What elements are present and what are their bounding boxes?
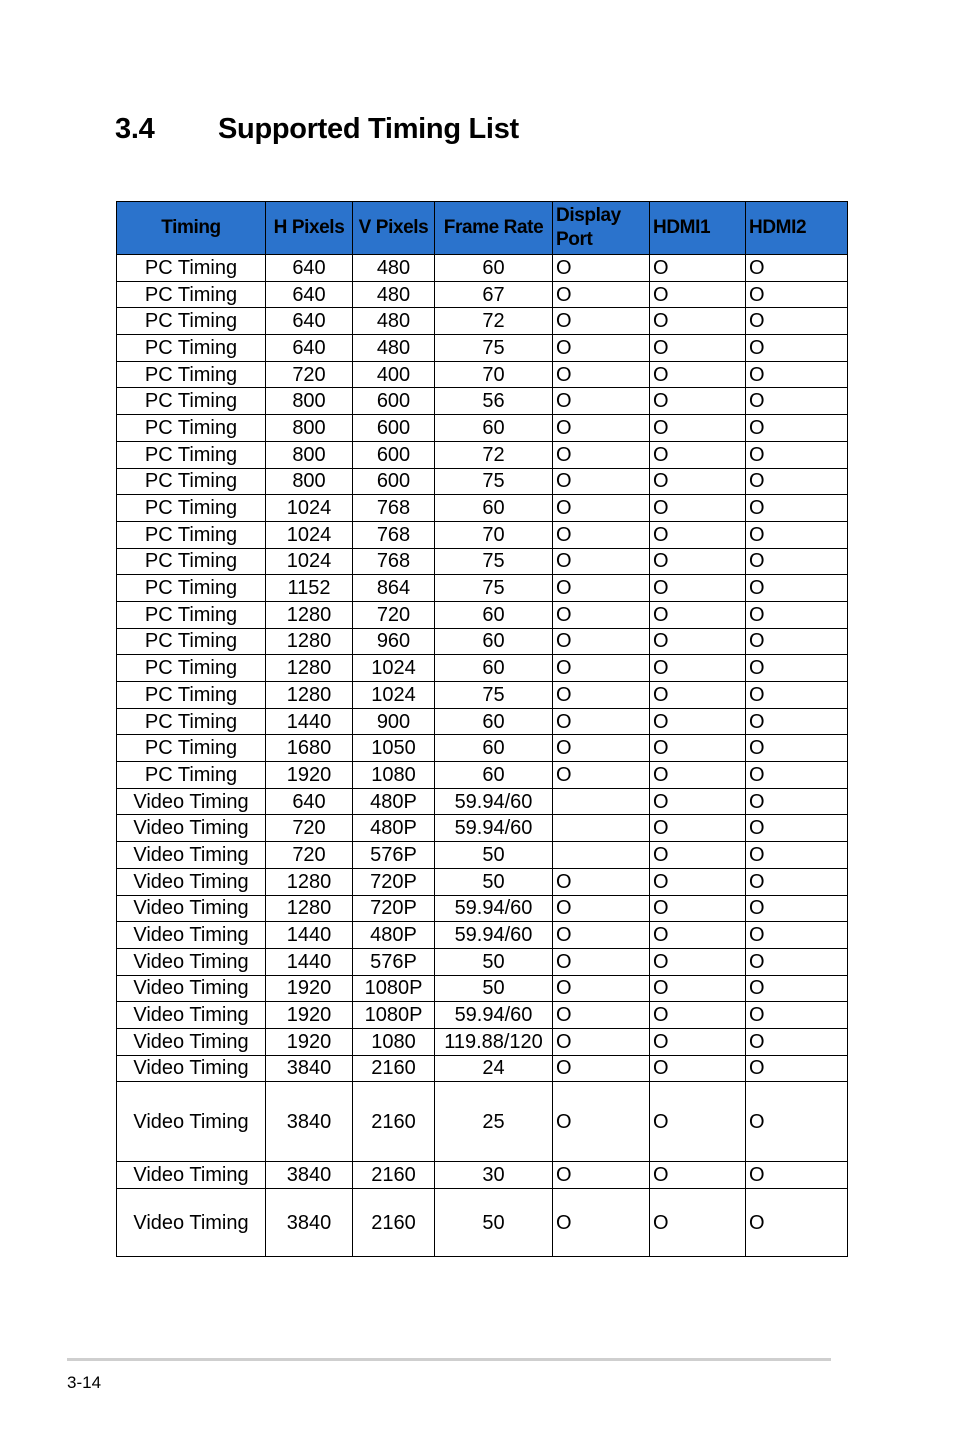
cell-v-pixels: 480P <box>353 922 435 949</box>
cell-frame-rate: 60 <box>435 628 553 655</box>
cell-hdmi2: O <box>746 628 848 655</box>
table-row <box>117 601 848 628</box>
table-row <box>117 735 848 762</box>
cell-hdmi2: O <box>746 361 848 388</box>
cell-hdmi1: O <box>650 575 746 602</box>
cell-hdmi2: O <box>746 495 848 522</box>
header-timing: Timing <box>117 202 266 255</box>
cell-timing: PC Timing <box>117 682 266 709</box>
table-row <box>117 281 848 308</box>
timing-table <box>116 201 848 1257</box>
cell-v-pixels: 600 <box>353 468 435 495</box>
table-body <box>117 255 848 1257</box>
cell-display-port <box>553 815 650 842</box>
cell-frame-rate: 75 <box>435 335 553 362</box>
cell-h-pixels: 800 <box>266 415 353 442</box>
cell-hdmi1: O <box>650 762 746 789</box>
cell-frame-rate: 60 <box>435 762 553 789</box>
cell-v-pixels: 576P <box>353 842 435 869</box>
cell-timing: PC Timing <box>117 361 266 388</box>
cell-frame-rate: 59.94/60 <box>435 1002 553 1029</box>
cell-display-port: O <box>553 415 650 442</box>
cell-hdmi2: O <box>746 708 848 735</box>
cell-v-pixels: 1024 <box>353 682 435 709</box>
cell-hdmi1: O <box>650 495 746 522</box>
cell-hdmi2: O <box>746 335 848 362</box>
header-v-pixels: V Pixels <box>353 202 435 255</box>
cell-hdmi1: O <box>650 1002 746 1029</box>
cell-hdmi2: O <box>746 1002 848 1029</box>
cell-timing: Video Timing <box>117 922 266 949</box>
cell-h-pixels: 1024 <box>266 548 353 575</box>
cell-frame-rate: 59.94/60 <box>435 788 553 815</box>
cell-h-pixels: 1280 <box>266 655 353 682</box>
table-row <box>117 1002 848 1029</box>
cell-h-pixels: 1152 <box>266 575 353 602</box>
cell-hdmi1: O <box>650 388 746 415</box>
cell-frame-rate: 50 <box>435 842 553 869</box>
cell-hdmi1: O <box>650 308 746 335</box>
cell-display-port: O <box>553 495 650 522</box>
cell-h-pixels: 800 <box>266 468 353 495</box>
table-row <box>117 842 848 869</box>
cell-hdmi2: O <box>746 788 848 815</box>
cell-frame-rate: 75 <box>435 682 553 709</box>
cell-frame-rate: 50 <box>435 868 553 895</box>
cell-hdmi1: O <box>650 1162 746 1189</box>
cell-timing: PC Timing <box>117 735 266 762</box>
cell-timing: PC Timing <box>117 655 266 682</box>
header-hdmi1: HDMI1 <box>650 202 746 255</box>
cell-hdmi1: O <box>650 735 746 762</box>
cell-frame-rate: 56 <box>435 388 553 415</box>
cell-display-port: O <box>553 975 650 1002</box>
cell-frame-rate: 59.94/60 <box>435 895 553 922</box>
cell-v-pixels: 600 <box>353 415 435 442</box>
cell-display-port <box>553 842 650 869</box>
cell-hdmi1: O <box>650 1055 746 1082</box>
cell-display-port: O <box>553 521 650 548</box>
cell-timing: Video Timing <box>117 1028 266 1055</box>
cell-frame-rate: 75 <box>435 468 553 495</box>
cell-timing: PC Timing <box>117 441 266 468</box>
cell-timing: Video Timing <box>117 868 266 895</box>
cell-timing: Video Timing <box>117 1189 266 1257</box>
cell-display-port: O <box>553 468 650 495</box>
cell-frame-rate: 70 <box>435 361 553 388</box>
table-row <box>117 815 848 842</box>
cell-hdmi2: O <box>746 1082 848 1162</box>
cell-v-pixels: 480P <box>353 788 435 815</box>
header-frame-rate: Frame Rate <box>435 202 553 255</box>
cell-hdmi1: O <box>650 815 746 842</box>
cell-timing: PC Timing <box>117 628 266 655</box>
cell-hdmi1: O <box>650 548 746 575</box>
cell-hdmi1: O <box>650 868 746 895</box>
table-row <box>117 788 848 815</box>
cell-frame-rate: 67 <box>435 281 553 308</box>
cell-v-pixels: 480 <box>353 255 435 282</box>
cell-hdmi1: O <box>650 468 746 495</box>
cell-h-pixels: 720 <box>266 842 353 869</box>
cell-hdmi2: O <box>746 922 848 949</box>
cell-v-pixels: 720P <box>353 868 435 895</box>
cell-display-port: O <box>553 1162 650 1189</box>
header-h-pixels: H Pixels <box>266 202 353 255</box>
cell-hdmi1: O <box>650 655 746 682</box>
cell-display-port: O <box>553 682 650 709</box>
cell-hdmi1: O <box>650 521 746 548</box>
cell-hdmi1: O <box>650 255 746 282</box>
cell-frame-rate: 60 <box>435 415 553 442</box>
cell-h-pixels: 720 <box>266 361 353 388</box>
cell-display-port: O <box>553 655 650 682</box>
cell-v-pixels: 480 <box>353 308 435 335</box>
cell-display-port: O <box>553 922 650 949</box>
cell-timing: PC Timing <box>117 762 266 789</box>
cell-timing: Video Timing <box>117 975 266 1002</box>
cell-hdmi2: O <box>746 948 848 975</box>
cell-hdmi2: O <box>746 601 848 628</box>
cell-v-pixels: 600 <box>353 388 435 415</box>
table-row <box>117 255 848 282</box>
table-row <box>117 975 848 1002</box>
table-row <box>117 655 848 682</box>
cell-hdmi2: O <box>746 868 848 895</box>
cell-timing: PC Timing <box>117 415 266 442</box>
cell-frame-rate: 72 <box>435 441 553 468</box>
cell-timing: PC Timing <box>117 255 266 282</box>
cell-display-port: O <box>553 762 650 789</box>
cell-hdmi2: O <box>746 415 848 442</box>
cell-hdmi2: O <box>746 575 848 602</box>
cell-hdmi2: O <box>746 895 848 922</box>
cell-hdmi1: O <box>650 601 746 628</box>
table-row <box>117 1028 848 1055</box>
cell-v-pixels: 1080P <box>353 975 435 1002</box>
cell-hdmi1: O <box>650 788 746 815</box>
cell-timing: PC Timing <box>117 495 266 522</box>
cell-v-pixels: 480 <box>353 281 435 308</box>
cell-timing: PC Timing <box>117 335 266 362</box>
table-row <box>117 1055 848 1082</box>
cell-h-pixels: 1920 <box>266 975 353 1002</box>
cell-v-pixels: 720 <box>353 601 435 628</box>
cell-display-port: O <box>553 1082 650 1162</box>
cell-hdmi2: O <box>746 842 848 869</box>
cell-display-port: O <box>553 281 650 308</box>
cell-h-pixels: 1440 <box>266 948 353 975</box>
cell-timing: PC Timing <box>117 601 266 628</box>
cell-frame-rate: 72 <box>435 308 553 335</box>
cell-hdmi1: O <box>650 361 746 388</box>
cell-hdmi2: O <box>746 1028 848 1055</box>
cell-hdmi2: O <box>746 308 848 335</box>
cell-v-pixels: 768 <box>353 495 435 522</box>
table-row <box>117 388 848 415</box>
cell-display-port: O <box>553 601 650 628</box>
table-row <box>117 575 848 602</box>
cell-frame-rate: 50 <box>435 948 553 975</box>
cell-frame-rate: 60 <box>435 601 553 628</box>
cell-h-pixels: 1280 <box>266 868 353 895</box>
cell-timing: PC Timing <box>117 308 266 335</box>
cell-hdmi1: O <box>650 922 746 949</box>
cell-display-port: O <box>553 575 650 602</box>
cell-display-port: O <box>553 1055 650 1082</box>
cell-h-pixels: 1920 <box>266 762 353 789</box>
cell-frame-rate: 50 <box>435 975 553 1002</box>
cell-hdmi1: O <box>650 682 746 709</box>
cell-timing: PC Timing <box>117 708 266 735</box>
table-row <box>117 548 848 575</box>
table-row <box>117 762 848 789</box>
cell-hdmi1: O <box>650 415 746 442</box>
cell-hdmi2: O <box>746 521 848 548</box>
cell-h-pixels: 1680 <box>266 735 353 762</box>
header-hdmi2: HDMI2 <box>746 202 848 255</box>
cell-hdmi1: O <box>650 842 746 869</box>
cell-frame-rate: 75 <box>435 548 553 575</box>
cell-frame-rate: 60 <box>435 255 553 282</box>
cell-frame-rate: 59.94/60 <box>435 815 553 842</box>
table-row <box>117 1189 848 1257</box>
table-row <box>117 922 848 949</box>
cell-frame-rate: 60 <box>435 708 553 735</box>
cell-display-port: O <box>553 1002 650 1029</box>
cell-frame-rate: 60 <box>435 495 553 522</box>
cell-h-pixels: 1440 <box>266 708 353 735</box>
cell-h-pixels: 3840 <box>266 1162 353 1189</box>
cell-frame-rate: 70 <box>435 521 553 548</box>
cell-h-pixels: 800 <box>266 441 353 468</box>
cell-timing: Video Timing <box>117 895 266 922</box>
cell-timing: PC Timing <box>117 281 266 308</box>
cell-frame-rate: 75 <box>435 575 553 602</box>
cell-v-pixels: 1080 <box>353 762 435 789</box>
table-row <box>117 495 848 522</box>
cell-hdmi1: O <box>650 441 746 468</box>
cell-display-port: O <box>553 441 650 468</box>
cell-hdmi1: O <box>650 895 746 922</box>
cell-v-pixels: 480P <box>353 815 435 842</box>
table-row <box>117 628 848 655</box>
cell-timing: PC Timing <box>117 575 266 602</box>
cell-h-pixels: 640 <box>266 255 353 282</box>
cell-display-port: O <box>553 948 650 975</box>
cell-hdmi2: O <box>746 1055 848 1082</box>
cell-hdmi2: O <box>746 1162 848 1189</box>
cell-v-pixels: 2160 <box>353 1055 435 1082</box>
cell-h-pixels: 1280 <box>266 601 353 628</box>
cell-h-pixels: 640 <box>266 788 353 815</box>
cell-hdmi2: O <box>746 975 848 1002</box>
cell-h-pixels: 3840 <box>266 1082 353 1162</box>
cell-display-port: O <box>553 708 650 735</box>
cell-hdmi1: O <box>650 628 746 655</box>
cell-hdmi2: O <box>746 255 848 282</box>
table-row <box>117 1082 848 1162</box>
cell-hdmi2: O <box>746 281 848 308</box>
cell-h-pixels: 640 <box>266 281 353 308</box>
cell-v-pixels: 768 <box>353 521 435 548</box>
section-title: Supported Timing List <box>218 113 519 145</box>
cell-h-pixels: 1280 <box>266 682 353 709</box>
cell-timing: Video Timing <box>117 1082 266 1162</box>
table-header-row <box>117 202 848 255</box>
cell-frame-rate: 30 <box>435 1162 553 1189</box>
cell-hdmi1: O <box>650 1028 746 1055</box>
cell-v-pixels: 768 <box>353 548 435 575</box>
cell-hdmi1: O <box>650 975 746 1002</box>
cell-v-pixels: 900 <box>353 708 435 735</box>
cell-v-pixels: 480 <box>353 335 435 362</box>
cell-timing: PC Timing <box>117 521 266 548</box>
cell-display-port: O <box>553 335 650 362</box>
cell-frame-rate: 119.88/120 <box>435 1028 553 1055</box>
cell-h-pixels: 800 <box>266 388 353 415</box>
cell-display-port <box>553 788 650 815</box>
cell-frame-rate: 60 <box>435 655 553 682</box>
cell-hdmi1: O <box>650 948 746 975</box>
cell-h-pixels: 3840 <box>266 1189 353 1257</box>
cell-v-pixels: 400 <box>353 361 435 388</box>
page-number: 3-14 <box>67 1373 102 1392</box>
cell-h-pixels: 1440 <box>266 922 353 949</box>
cell-hdmi1: O <box>650 335 746 362</box>
cell-display-port: O <box>553 895 650 922</box>
cell-v-pixels: 2160 <box>353 1162 435 1189</box>
table-row <box>117 521 848 548</box>
section-heading <box>115 113 519 146</box>
cell-timing: Video Timing <box>117 1055 266 1082</box>
table-row <box>117 682 848 709</box>
cell-timing: Video Timing <box>117 1002 266 1029</box>
cell-timing: Video Timing <box>117 948 266 975</box>
cell-hdmi1: O <box>650 1082 746 1162</box>
cell-h-pixels: 640 <box>266 335 353 362</box>
cell-hdmi1: O <box>650 1189 746 1257</box>
cell-h-pixels: 1920 <box>266 1002 353 1029</box>
cell-hdmi2: O <box>746 815 848 842</box>
cell-display-port: O <box>553 1028 650 1055</box>
table-row <box>117 468 848 495</box>
cell-h-pixels: 640 <box>266 308 353 335</box>
cell-v-pixels: 1024 <box>353 655 435 682</box>
cell-hdmi2: O <box>746 441 848 468</box>
cell-hdmi2: O <box>746 655 848 682</box>
cell-frame-rate: 60 <box>435 735 553 762</box>
cell-display-port: O <box>553 735 650 762</box>
cell-hdmi2: O <box>746 548 848 575</box>
table-row <box>117 708 848 735</box>
cell-timing: PC Timing <box>117 388 266 415</box>
cell-v-pixels: 720P <box>353 895 435 922</box>
cell-h-pixels: 1024 <box>266 495 353 522</box>
cell-hdmi2: O <box>746 762 848 789</box>
cell-display-port: O <box>553 388 650 415</box>
table-row <box>117 361 848 388</box>
cell-v-pixels: 1080P <box>353 1002 435 1029</box>
cell-h-pixels: 720 <box>266 815 353 842</box>
cell-frame-rate: 24 <box>435 1055 553 1082</box>
table-row <box>117 308 848 335</box>
cell-frame-rate: 25 <box>435 1082 553 1162</box>
cell-h-pixels: 3840 <box>266 1055 353 1082</box>
table-row <box>117 441 848 468</box>
cell-timing: Video Timing <box>117 788 266 815</box>
cell-timing: Video Timing <box>117 1162 266 1189</box>
cell-hdmi1: O <box>650 281 746 308</box>
table-row <box>117 895 848 922</box>
table-row <box>117 1162 848 1189</box>
cell-v-pixels: 2160 <box>353 1082 435 1162</box>
cell-v-pixels: 1080 <box>353 1028 435 1055</box>
table-row <box>117 948 848 975</box>
cell-h-pixels: 1280 <box>266 895 353 922</box>
cell-frame-rate: 50 <box>435 1189 553 1257</box>
cell-h-pixels: 1920 <box>266 1028 353 1055</box>
cell-hdmi2: O <box>746 1189 848 1257</box>
cell-timing: Video Timing <box>117 815 266 842</box>
header-display-port: Display Port <box>553 202 650 255</box>
cell-display-port: O <box>553 548 650 575</box>
footer-rule <box>67 1358 831 1361</box>
table-row <box>117 415 848 442</box>
cell-timing: PC Timing <box>117 548 266 575</box>
cell-v-pixels: 2160 <box>353 1189 435 1257</box>
cell-display-port: O <box>553 255 650 282</box>
cell-display-port: O <box>553 628 650 655</box>
cell-v-pixels: 600 <box>353 441 435 468</box>
cell-hdmi2: O <box>746 468 848 495</box>
cell-v-pixels: 576P <box>353 948 435 975</box>
cell-hdmi2: O <box>746 682 848 709</box>
cell-display-port: O <box>553 308 650 335</box>
cell-hdmi2: O <box>746 735 848 762</box>
cell-timing: Video Timing <box>117 842 266 869</box>
cell-hdmi2: O <box>746 388 848 415</box>
cell-v-pixels: 1050 <box>353 735 435 762</box>
cell-hdmi1: O <box>650 708 746 735</box>
cell-v-pixels: 960 <box>353 628 435 655</box>
cell-display-port: O <box>553 361 650 388</box>
cell-v-pixels: 864 <box>353 575 435 602</box>
section-number: 3.4 <box>115 113 155 145</box>
cell-display-port: O <box>553 1189 650 1257</box>
cell-timing: PC Timing <box>117 468 266 495</box>
cell-frame-rate: 59.94/60 <box>435 922 553 949</box>
cell-display-port: O <box>553 868 650 895</box>
cell-h-pixels: 1024 <box>266 521 353 548</box>
table-row <box>117 868 848 895</box>
table-row <box>117 335 848 362</box>
cell-h-pixels: 1280 <box>266 628 353 655</box>
